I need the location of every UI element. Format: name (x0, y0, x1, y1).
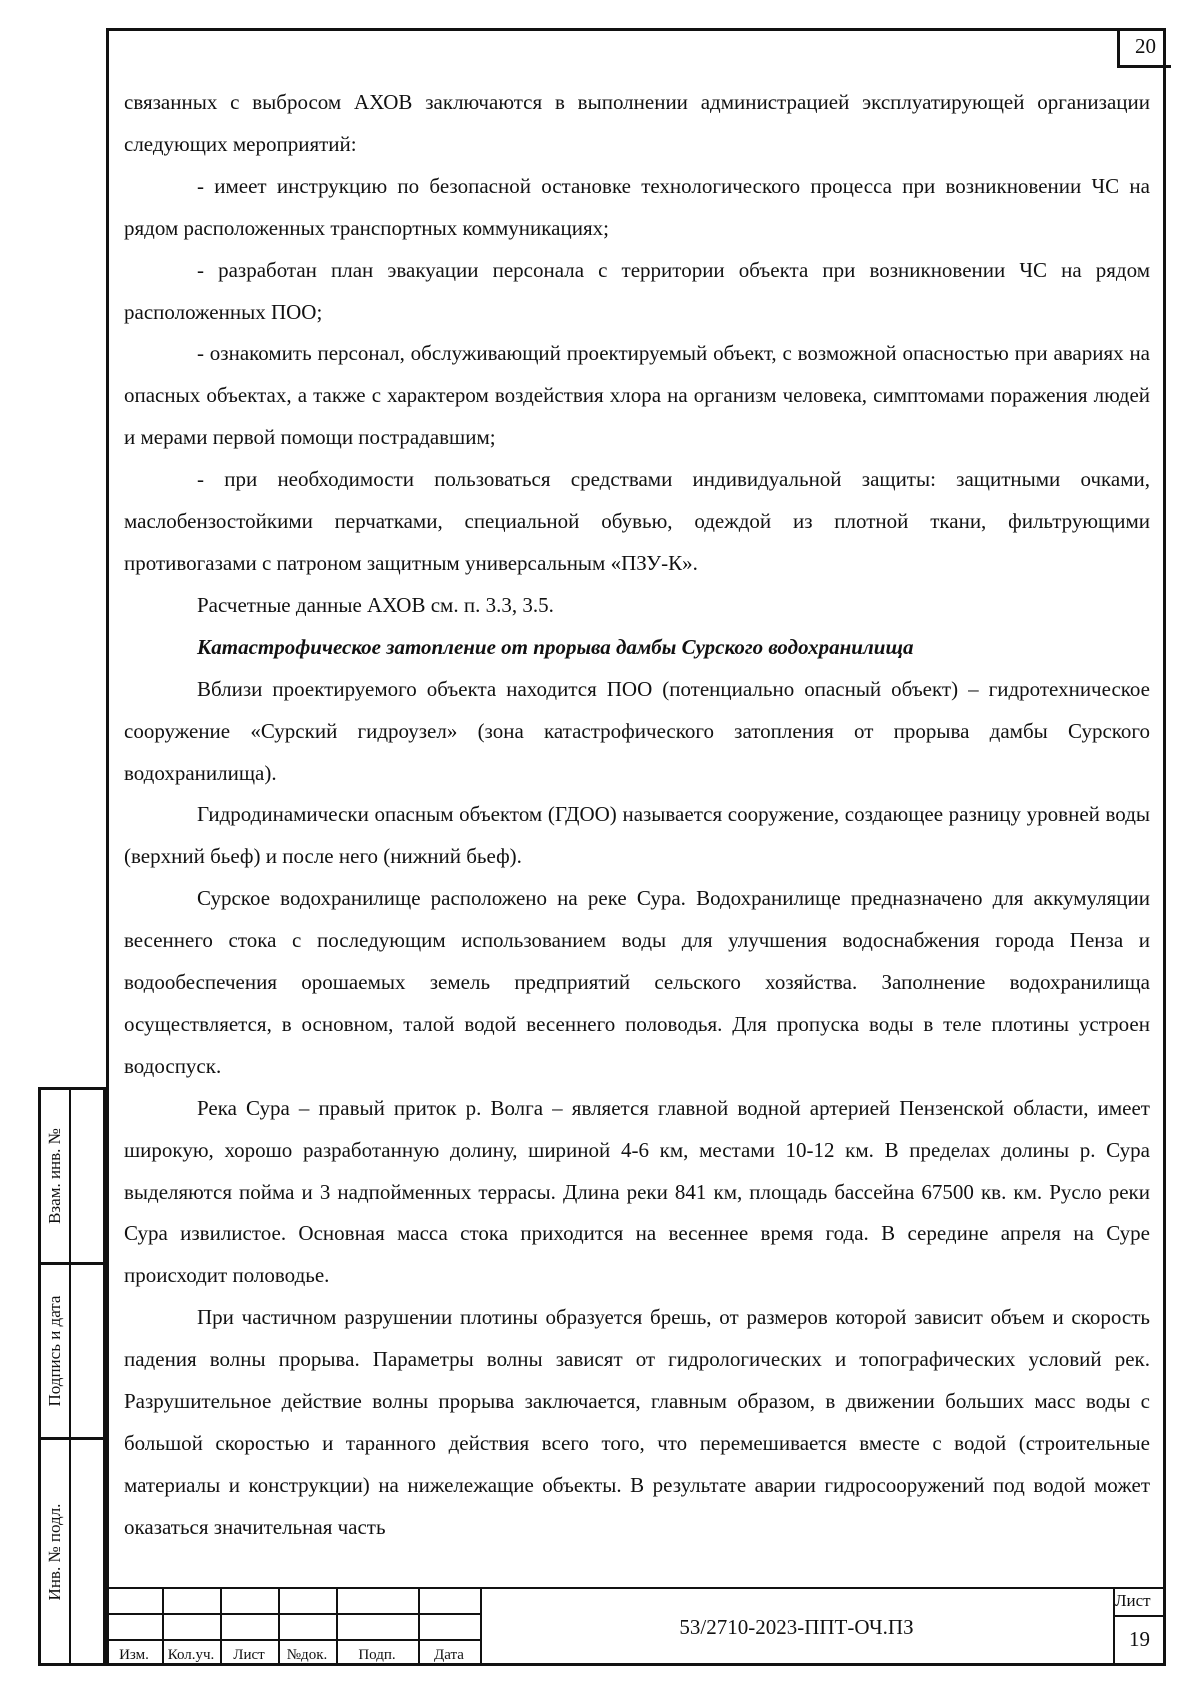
body-paragraph: Сурское водохранилище расположено на реке Сура. Водохранилище предназначено для аккумуляции весеннего стока с последующим использованием воды для улучшения водоснабжения города Пенза и водообеспечения орошаемых земель предприятий сельского хозяйства. Заполнение водохранилища осуществляется, в основном, талой водой весеннего половодья. Для пропуска воды в теле плотины устроен водоспуск. (124, 886, 1150, 1078)
sheet-cell-divider (1113, 1615, 1166, 1617)
col-ndok: №док. (286, 1647, 328, 1663)
title-block-top-line (106, 1587, 1166, 1589)
body-paragraph: Гидродинамически опасным объектом (ГДОО) называется сооружение, создающее разницу уровней воды (верхний бьеф) и после него (нижний бьеф). (124, 802, 1150, 869)
stamp-inv-podl-label: Инв. № подл. (45, 1503, 64, 1600)
document-body (124, 82, 1150, 1549)
stamp-podpis-data-label: Подпись и дата (45, 1295, 64, 1407)
document-code: 53/2710-2023-ППТ-ОЧ.ПЗ (679, 1615, 914, 1639)
body-paragraph: связанных с выбросом АХОВ заключаются в выполнении администрацией эксплуатирующей организации следующих мероприятий: (124, 90, 1150, 156)
stamp-vzam-inv-label: Взам. инв. № (45, 1128, 64, 1224)
body-paragraph: - ознакомить персонал, обслуживающий проектируемый объект, с возможной опасностью при авариях на опасных объектах, а также с характером воздействия хлора на организм человека, симптомами поражения людей и мерами первой помощи пострадавшим; (124, 341, 1150, 450)
col-podp: Подп. (358, 1647, 396, 1663)
body-paragraph: - имеет инструкцию по безопасной остановке технологического процесса при возникновении ЧС на рядом расположенных транспортных коммуникациях; (124, 173, 1150, 240)
body-paragraph: При частичном разрушении плотины образуется брешь, от размеров которой зависит объем и скорость падения волны прорыва. Параметры волны зависят от гидрологических и топографических условий рек. Разрушительное действие волны прорыва заключается, главным образом, в движении больших масс воды с большой скоростью и таранного действия всего того, что перемешивается вместе с водой (строительные материалы и конструкции) на нижележащие объекты. В результате аварии гидросооружений под водой может оказаться значительная часть (124, 1305, 1150, 1539)
title-block (106, 1587, 1166, 1666)
stamp-podpis-data (38, 1262, 106, 1440)
body-paragraph: Река Сура – правый приток р. Волга – является главной водной артерией Пензенской области, имеет широкую, хорошо разработанную долину, шириной 4-6 км, местами 10-12 км. В пределах долины р. Сура выделяются пойма и 3 надпойменных террасы. Длина реки 841 км, площадь бассейна 67500 кв. км. Русло реки Сура извилистое. Основная масса стока приходится на весеннее время года. В середине апреля на Суре происходит половодье. (124, 1095, 1150, 1288)
col-izm: Изм. (119, 1647, 149, 1663)
col-kol-uch: Кол.уч. (167, 1647, 215, 1663)
body-paragraph: - разработан план эвакуации персонала с территории объекта при возникновении ЧС на рядом расположенных ПОО; (124, 257, 1150, 324)
sheet-number: 19 (1129, 1627, 1150, 1651)
stamp-inv-podl (38, 1437, 106, 1666)
sheet-label: Лист (1115, 1591, 1151, 1610)
body-paragraph: Расчетные данные АХОВ см. п. 3.3, 3.5. (197, 592, 554, 617)
body-paragraph: - при необходимости пользоваться средствами индивидуальной защиты: защитными очками, маслобензостойкими перчатками, специальной обувью, одеждой из плотной ткани, фильтрующими противогазами с патроном защитным универсальным «ПЗУ-К». (124, 467, 1150, 575)
col-data: Дата (434, 1647, 464, 1663)
section-heading: Катастрофическое затопление от прорыва дамбы Сурского водохранилища (197, 634, 914, 659)
col-list: Лист (233, 1647, 265, 1663)
stamp-vzam-inv (38, 1087, 106, 1265)
body-paragraph: Вблизи проектируемого объекта находится ПОО (потенциально опасный объект) – гидротехническое сооружение «Сурский гидроузел» (зона катастрофического затопления от прорыва дамбы Сурского водохранилища). (124, 676, 1150, 785)
page-number: 20 (1117, 28, 1171, 68)
